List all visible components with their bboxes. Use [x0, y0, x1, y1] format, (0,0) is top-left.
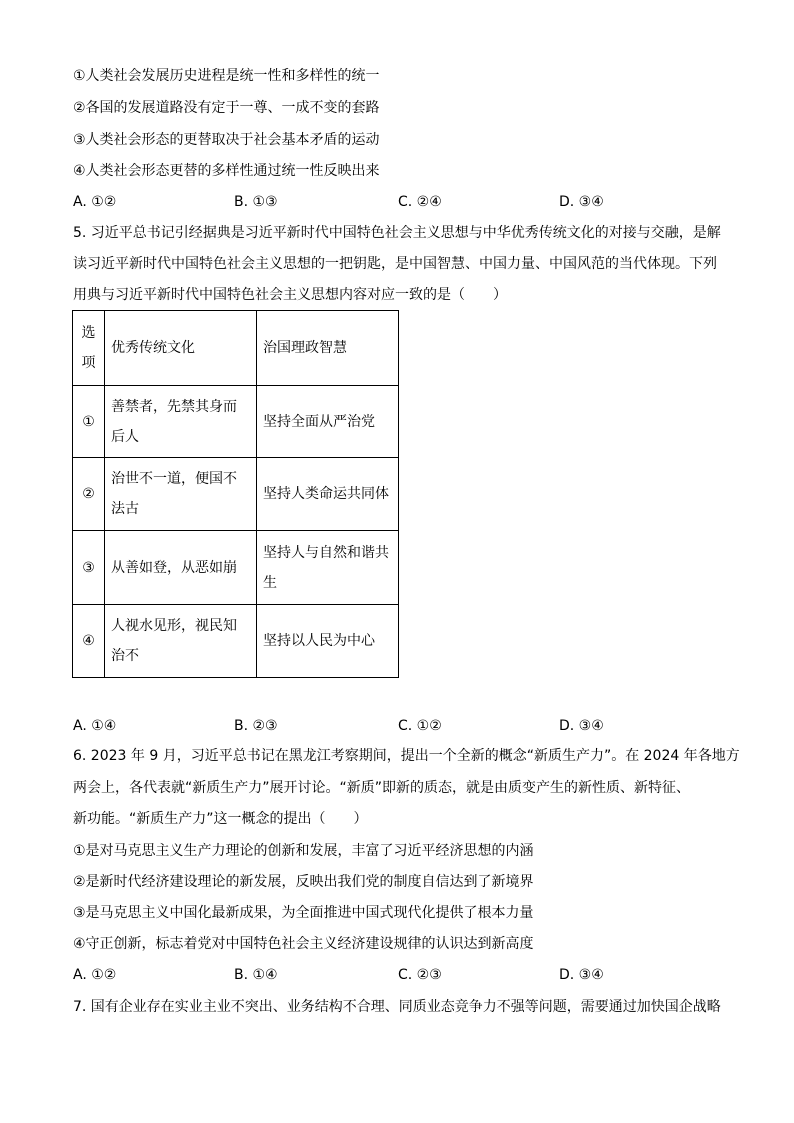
header-wisdom: 治国理政智慧 — [257, 311, 399, 386]
q5-option-b: B. ②③ — [234, 718, 278, 734]
q6-statement-1: ①是对马克思主义生产力理论的创新和发展，丰富了习近平经济思想的内涵 — [73, 843, 534, 859]
row-culture: 人视水见形，视民知治不 — [105, 605, 257, 678]
q5-stem-line-1: 5. 习近平总书记引经据典是习近平新时代中国特色社会主义思想与中华优秀传统文化的对接与交融，是解 — [73, 225, 721, 241]
q6-option-c: C. ②③ — [398, 967, 442, 983]
q6-option-d: D. ③④ — [559, 967, 604, 983]
q6-statement-3: ③是马克思主义中国化最新成果，为全面推进中国式现代化提供了根本力量 — [73, 905, 534, 921]
row-culture: 善禁者，先禁其身而后人 — [105, 386, 257, 458]
q4-option-b: B. ①③ — [234, 194, 278, 210]
row-wisdom: 坚持以人民为中心 — [257, 605, 399, 678]
table-row — [73, 605, 399, 678]
q6-statement-2: ②是新时代经济建设理论的新发展，反映出我们党的制度自信达到了新境界 — [73, 874, 534, 890]
q4-statement-1: ①人类社会发展历史进程是统一性和多样性的统一 — [73, 68, 380, 84]
q4-option-c: C. ②④ — [398, 194, 442, 210]
q5-table — [72, 310, 399, 678]
q4-option-d: D. ③④ — [559, 194, 604, 210]
row-culture: 治世不一道，便国不法古 — [105, 458, 257, 531]
q6-stem-line-3: 新功能。“新质生产力”这一概念的提出（ ） — [73, 811, 368, 827]
q5-option-d: D. ③④ — [559, 718, 604, 734]
q4-statement-2: ②各国的发展道路没有定于一尊、一成不变的套路 — [73, 100, 380, 116]
row-wisdom: 坚持全面从严治党 — [257, 386, 399, 458]
row-wisdom: 坚持人与自然和谐共生 — [257, 531, 399, 605]
q5-option-c: C. ①② — [398, 718, 442, 734]
row-number: ④ — [73, 605, 105, 678]
q5-stem-line-3: 用典与习近平新时代中国特色社会主义思想内容对应一致的是（ ） — [73, 287, 507, 303]
q6-option-a: A. ①② — [73, 967, 117, 983]
row-wisdom: 坚持人类命运共同体 — [257, 458, 399, 531]
q7-stem-line-1: 7. 国有企业存在实业主业不突出、业务结构不合理、同质业态竞争力不强等问题，需要通过加快国企战略 — [73, 999, 721, 1015]
q6-stem-line-2: 两会上，各代表就“新质生产力”展开讨论。“新质”即新的质态，就是由质变产生的新性质、新特征、 — [73, 780, 691, 796]
q5-stem-line-2: 读习近平新时代中国特色社会主义思想的一把钥匙，是中国智慧、中国力量、中国风范的当代体现。下列 — [73, 256, 717, 272]
table-header-row — [73, 311, 399, 386]
header-culture: 优秀传统文化 — [105, 311, 257, 386]
q4-option-a: A. ①② — [73, 194, 117, 210]
header-option: 选项 — [73, 311, 105, 386]
q4-statement-4: ④人类社会形态更替的多样性通过统一性反映出来 — [73, 163, 380, 179]
table-row — [73, 386, 399, 458]
table-row — [73, 531, 399, 605]
row-culture: 从善如登，从恶如崩 — [105, 531, 257, 605]
row-number: ① — [73, 386, 105, 458]
q5-option-a: A. ①④ — [73, 718, 117, 734]
q6-stem-line-1: 6. 2023 年 9 月，习近平总书记在黑龙江考察期间，提出一个全新的概念“新质生产力”。在 2024 年各地方 — [73, 748, 740, 764]
q6-statement-4: ④守正创新，标志着党对中国特色社会主义经济建设规律的认识达到新高度 — [73, 936, 534, 952]
row-number: ③ — [73, 531, 105, 605]
row-number: ② — [73, 458, 105, 531]
table-row — [73, 458, 399, 531]
q4-statement-3: ③人类社会形态的更替取决于社会基本矛盾的运动 — [73, 132, 380, 148]
q6-option-b: B. ①④ — [234, 967, 278, 983]
